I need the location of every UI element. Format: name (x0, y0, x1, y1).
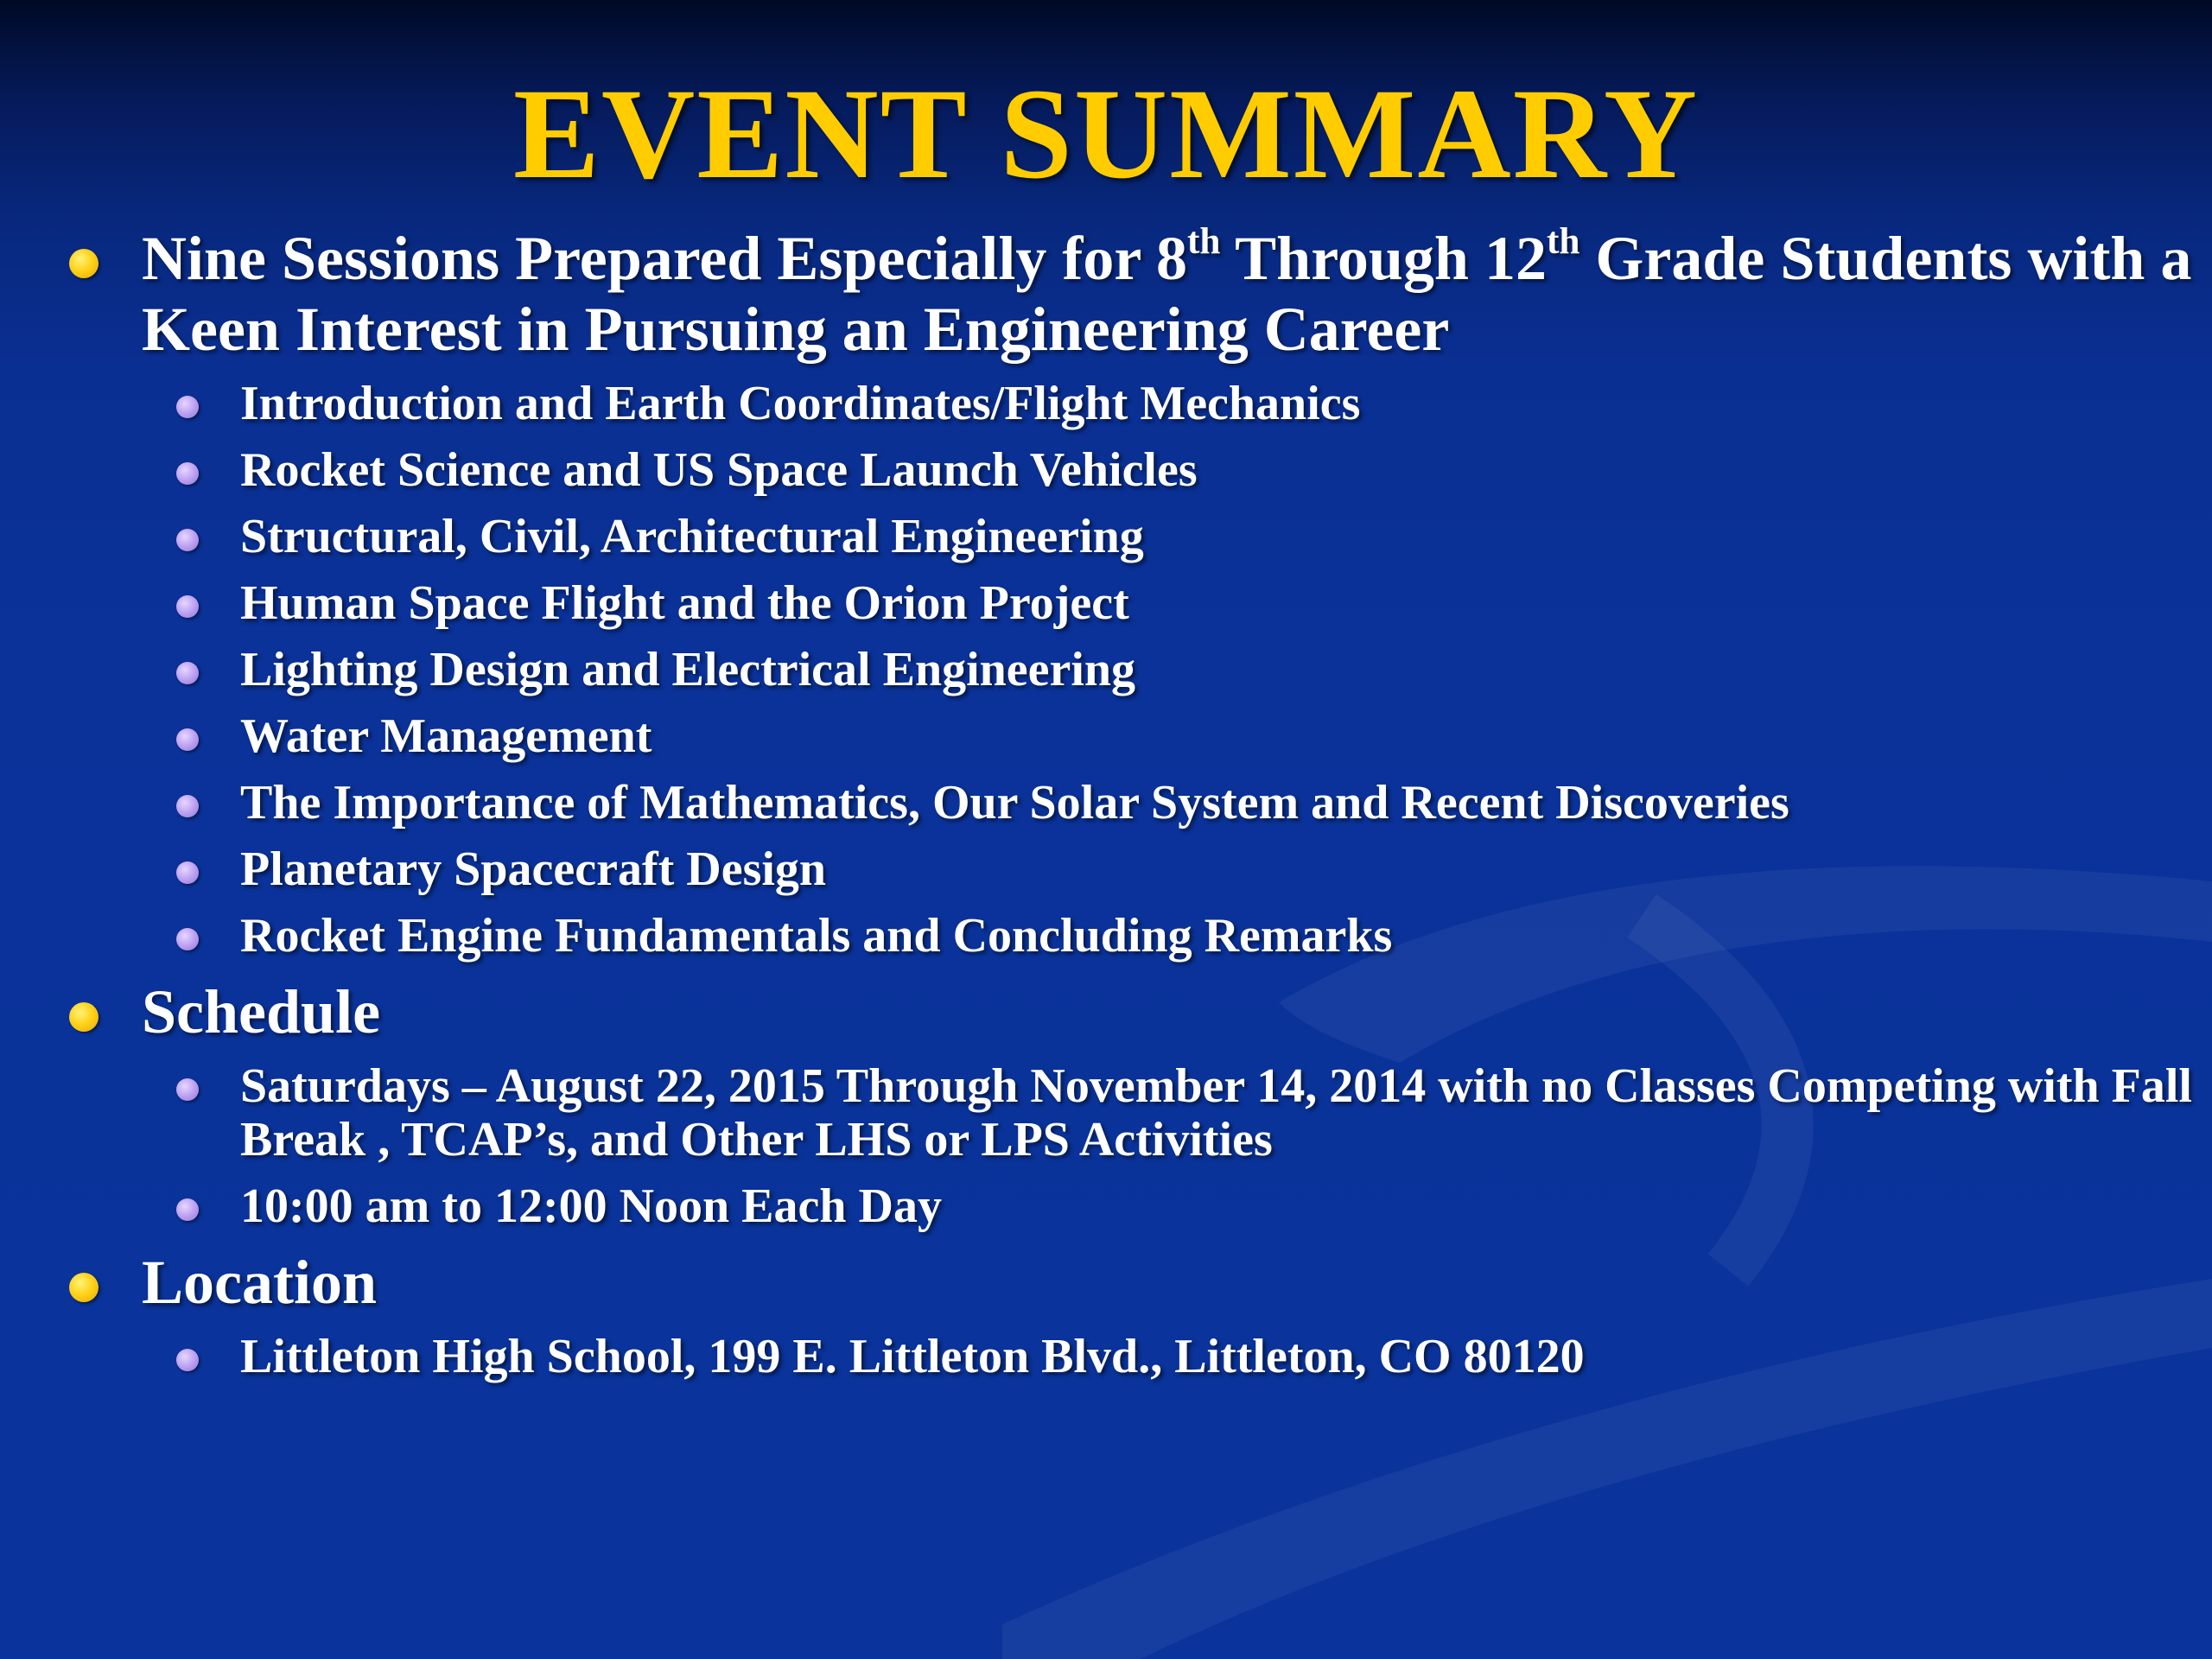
purple-bullet-icon (176, 1198, 199, 1221)
slide-content (67, 220, 2193, 1396)
purple-bullet-icon (176, 462, 199, 485)
list-item: Lighting Design and Electrical Engineering (67, 643, 2193, 696)
list-item: Water Management (67, 709, 2193, 763)
purple-bullet-icon (176, 595, 199, 618)
list-item: Littleton High School, 199 E. Littleton Blvd., Littleton, CO 80120 (67, 1330, 2193, 1383)
purple-bullet-icon (176, 396, 199, 418)
slide-title: EVENT SUMMARY (512, 62, 1700, 206)
purple-bullet-icon (176, 1349, 199, 1371)
sessions-heading (67, 220, 2193, 365)
purple-bullet-icon (176, 662, 199, 684)
yellow-bullet-icon (69, 1002, 99, 1032)
purple-bullet-icon (176, 795, 199, 817)
location-heading-text: Location (142, 1248, 378, 1317)
sessions-heading-text: Nine Sessions Prepared Especially for 8th Through 12th Grade Students with a Keen Interest in Pursuing an Engineering Career (142, 220, 2192, 364)
purple-bullet-icon (176, 529, 199, 551)
schedule-heading-text: Schedule (142, 977, 381, 1046)
list-item: Human Space Flight and the Orion Project (67, 576, 2193, 630)
purple-bullet-icon (176, 928, 199, 950)
purple-bullet-icon (176, 728, 199, 751)
list-item: Planetary Spacecraft Design (67, 842, 2193, 896)
yellow-bullet-icon (69, 249, 99, 278)
purple-bullet-icon (176, 861, 199, 884)
schedule-heading (67, 976, 2193, 1047)
list-item: Rocket Science and US Space Launch Vehicles (67, 443, 2193, 497)
purple-bullet-icon (176, 1078, 199, 1101)
list-item: Rocket Engine Fundamentals and Concluding Remarks (67, 909, 2193, 963)
location-heading (67, 1247, 2193, 1318)
list-item: 10:00 am to 12:00 Noon Each Day (67, 1179, 2193, 1233)
list-item: The Importance of Mathematics, Our Solar System and Recent Discoveries (67, 776, 2193, 830)
list-item: Introduction and Earth Coordinates/Flight Mechanics (67, 377, 2193, 430)
list-item: Structural, Civil, Architectural Engineering (67, 510, 2193, 563)
list-item: Saturdays – August 22, 2015 Through November 14, 2014 with no Classes Competing with Fall Break , TCAP’s, and Other LHS or LPS Activities (67, 1059, 2193, 1166)
yellow-bullet-icon (69, 1273, 99, 1302)
